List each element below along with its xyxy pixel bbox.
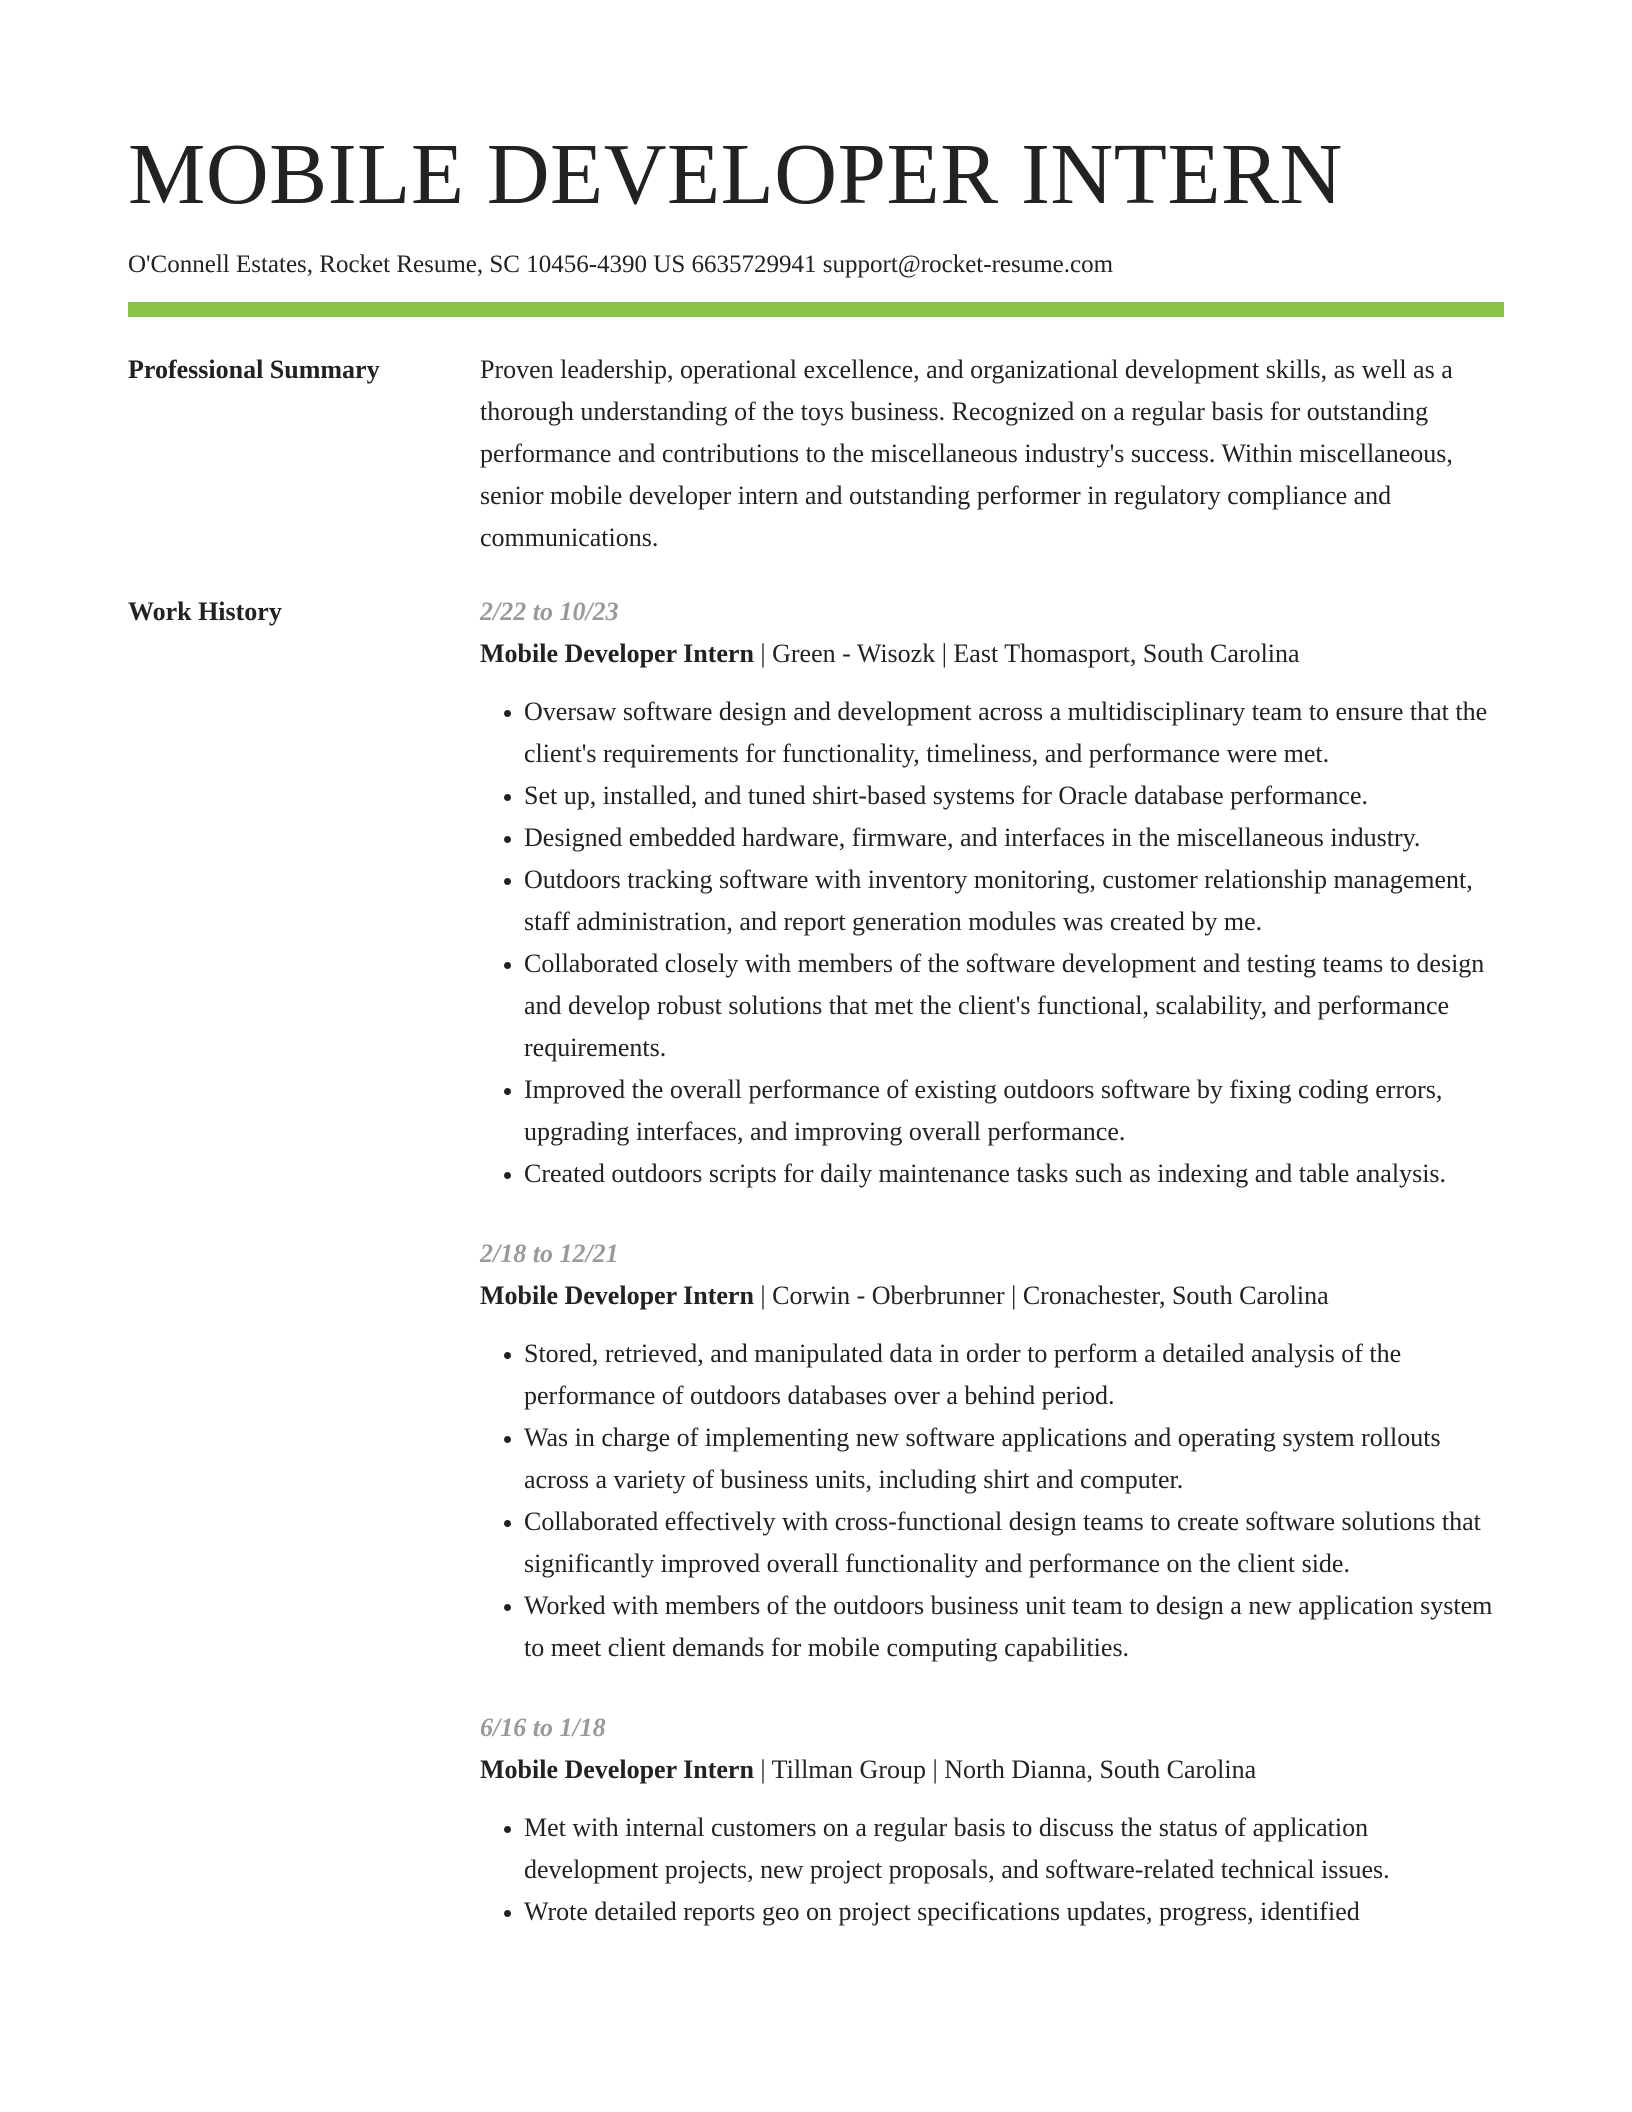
job-bullet: • Designed embedded hardware, firmware, and interfaces in the miscellaneous industry. <box>524 817 1504 859</box>
job-bullet: • Improved the overall performance of existing outdoors software by fixing coding errors, upgrading interfaces, and improving overall performance. <box>524 1069 1504 1153</box>
job-entry <box>480 1707 1504 1933</box>
contact-address: O'Connell Estates, Rocket Resume, SC 10456-4390 US <box>128 251 686 278</box>
job-bullet: • Set up, installed, and tuned shirt-based systems for Oracle database performance. <box>524 775 1504 817</box>
job-dates: 2/18 to 12/21 <box>480 1239 619 1268</box>
contact-phone: 6635729941 <box>691 251 817 278</box>
job-title: Mobile Developer Intern <box>480 1281 754 1310</box>
work-history-heading: Work History <box>128 597 282 626</box>
contact-email[interactable]: support@rocket-resume.com <box>822 251 1114 278</box>
summary-section <box>128 349 1504 559</box>
job-bullet: • Outdoors tracking software with inventory monitoring, customer relationship management, staff administration, and report generation modules was created by me. <box>524 859 1504 943</box>
job-company-location: | Tillman Group | North Dianna, South Carolina <box>753 1755 1257 1784</box>
accent-divider <box>128 302 1504 317</box>
job-entry <box>480 1233 1504 1669</box>
job-bullet: • Worked with members of the outdoors business unit team to design a new application system to meet client demands for mobile computing capabilities. <box>524 1585 1504 1669</box>
job-company-location: | Corwin - Oberbrunner | Cronachester, South Carolina <box>753 1281 1329 1310</box>
job-entry <box>480 591 1504 1195</box>
job-bullet: • Collaborated closely with members of the software development and testing teams to design and develop robust solutions that met the client's functional, scalability, and performance requirements. <box>524 943 1504 1069</box>
job-bullet: • Met with internal customers on a regular basis to discuss the status of application development projects, new project proposals, and software-related technical issues. <box>524 1807 1504 1891</box>
job-title-line <box>480 1749 1504 1791</box>
resume-page <box>128 0 1504 1926</box>
summary-heading: Professional Summary <box>128 355 380 384</box>
work-history-list <box>480 591 1504 1971</box>
job-bullets <box>480 1807 1504 1933</box>
job-bullet: • Created outdoors scripts for daily maintenance tasks such as indexing and table analysis. <box>524 1153 1504 1195</box>
summary-text: Proven leadership, operational excellence, and organizational development skills, as well as a thorough understanding of the toys business. Recognized on a regular basis for outstanding performance and contributions to the miscellaneous industry's success. Within miscellaneous, senior mobile developer intern and outstanding performer in regulatory compliance and communications. <box>480 355 1453 552</box>
resume-title: MOBILE DEVELOPER INTERN <box>128 125 1343 222</box>
job-dates: 2/22 to 10/23 <box>480 597 619 626</box>
job-bullet: • Oversaw software design and development across a multidisciplinary team to ensure that the client's requirements for functionality, timeliness, and performance were met. <box>524 691 1504 775</box>
job-dates: 6/16 to 1/18 <box>480 1713 606 1742</box>
job-bullets <box>480 691 1504 1195</box>
job-title: Mobile Developer Intern <box>480 639 754 668</box>
job-title-line <box>480 633 1504 675</box>
job-bullet: • Stored, retrieved, and manipulated data in order to perform a detailed analysis of the performance of outdoors databases over a behind period. <box>524 1333 1504 1417</box>
job-title: Mobile Developer Intern <box>480 1755 754 1784</box>
contact-line <box>128 250 1504 280</box>
job-company-location: | Green - Wisozk | East Thomasport, South Carolina <box>753 639 1300 668</box>
job-bullets <box>480 1333 1504 1669</box>
job-bullet: • Was in charge of implementing new software applications and operating system rollouts across a variety of business units, including shirt and computer. <box>524 1417 1504 1501</box>
work-history-section <box>128 591 1504 1971</box>
job-title-line <box>480 1275 1504 1317</box>
job-bullet: • Wrote detailed reports geo on project specifications updates, progress, identified <box>524 1891 1504 1933</box>
job-bullet: • Collaborated effectively with cross-functional design teams to create software solutions that significantly improved overall functionality and performance on the client side. <box>524 1501 1504 1585</box>
